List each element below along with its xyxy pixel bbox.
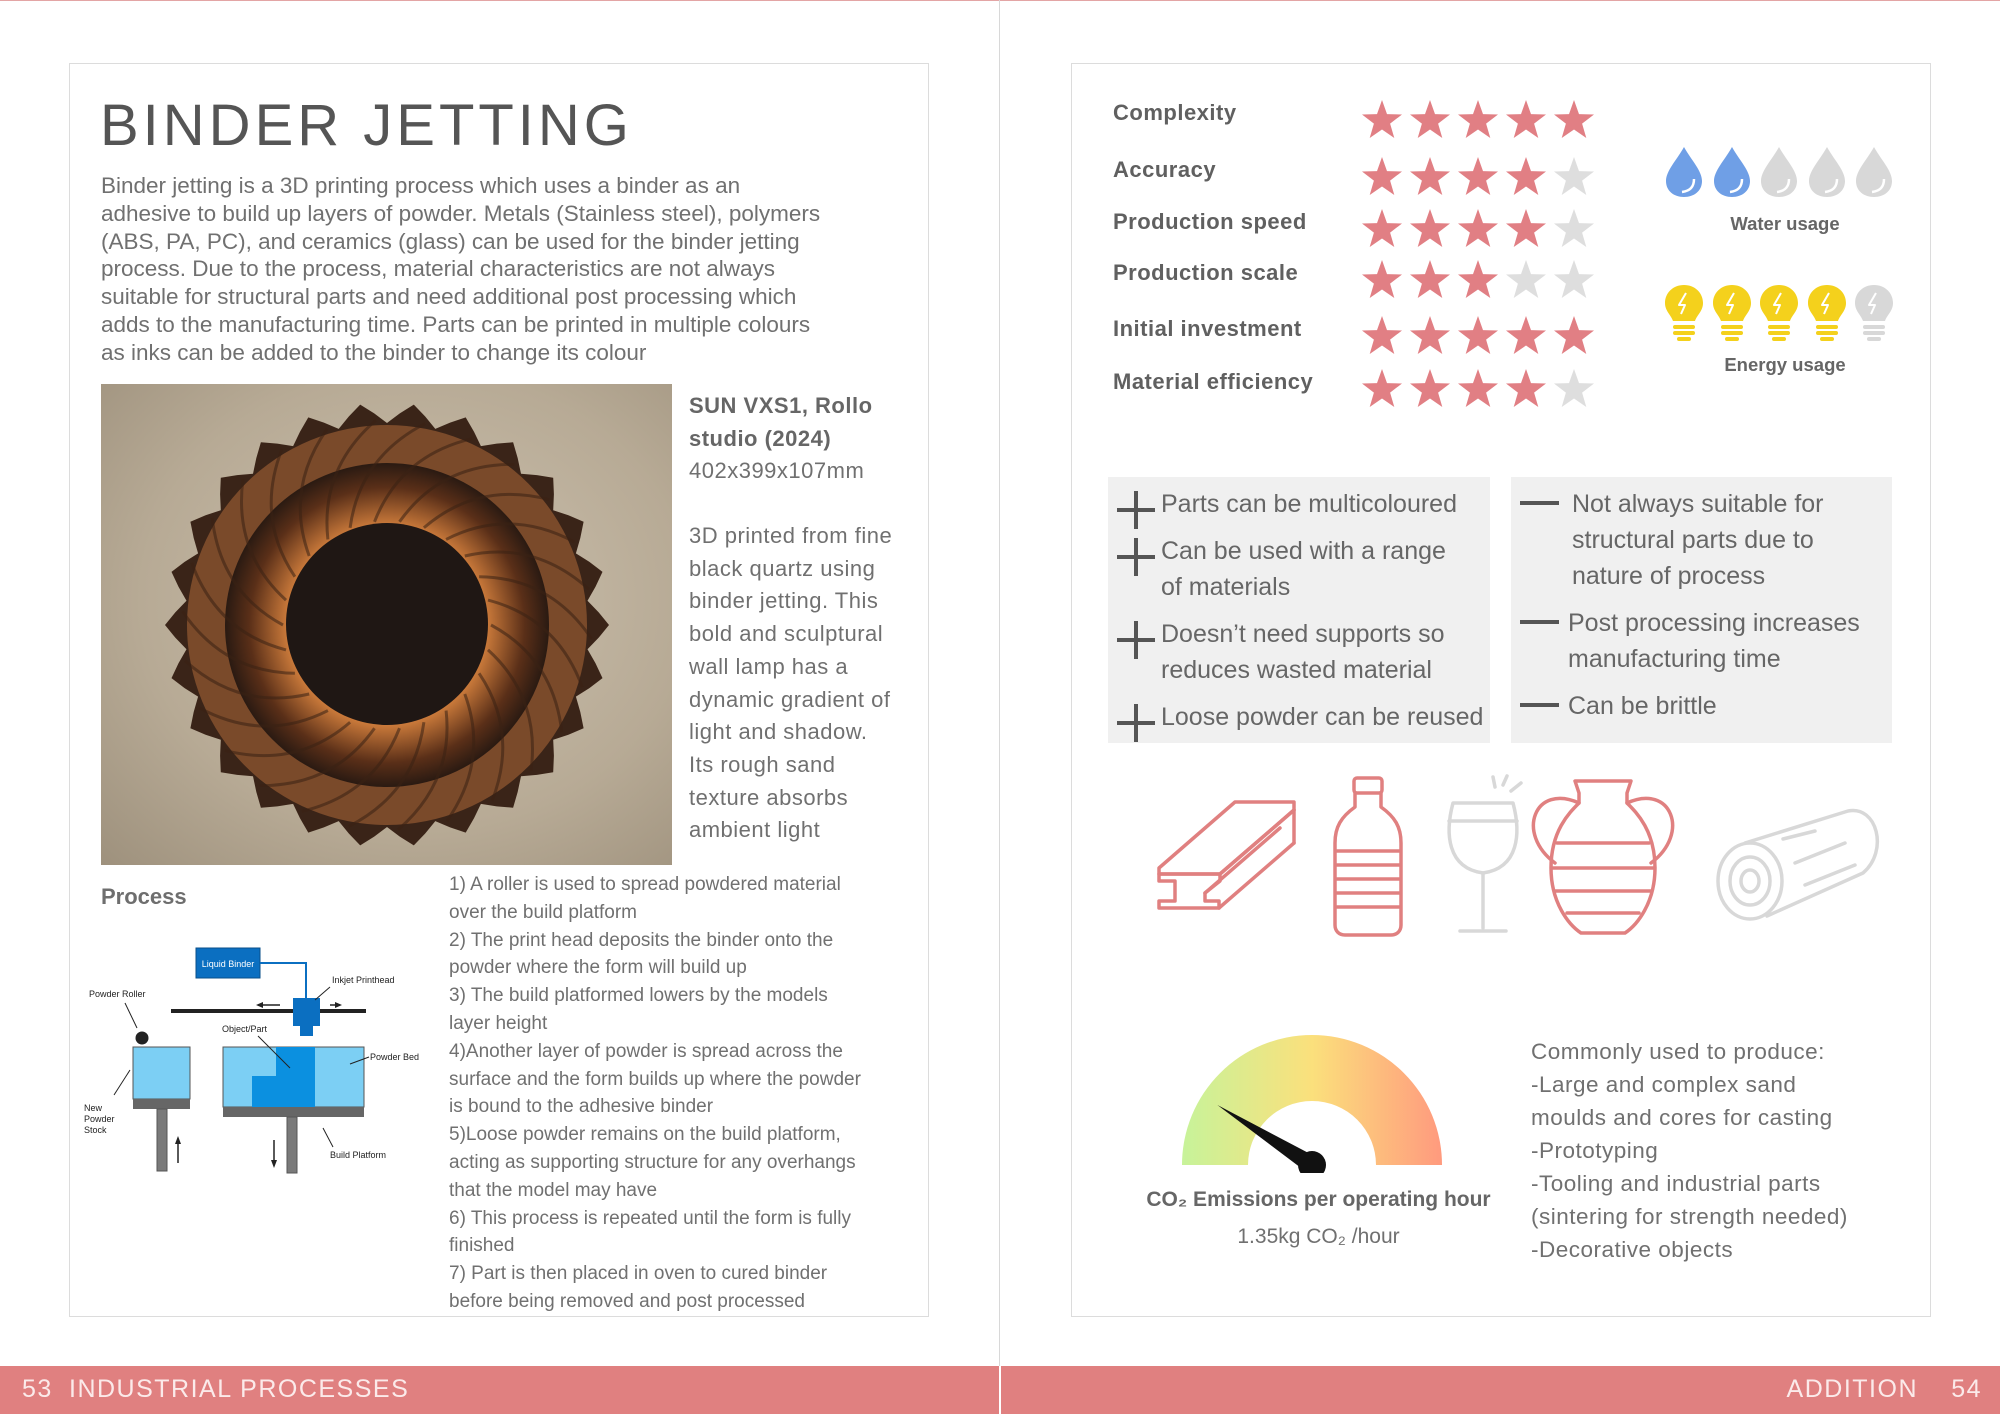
footer-divider	[999, 1366, 1001, 1414]
light-bulb-icon	[1854, 284, 1894, 344]
example-description-line: wall lamp has a	[689, 653, 849, 679]
material-icons	[1155, 773, 1885, 943]
example-dimensions: 402x399x107mm	[689, 458, 865, 483]
example-title-line: SUN VXS1, Rollo	[689, 393, 873, 418]
intro-line: adhesive to build up layers of powder. Metals (Stainless steel), polymers	[101, 200, 821, 226]
example-description-line: Its rough sand	[689, 751, 836, 777]
star-icon	[1408, 155, 1452, 199]
con-item-line: structural parts due to	[1572, 526, 1814, 554]
pro-item-line: Doesn’t need supports so	[1161, 620, 1445, 648]
plus-icon	[1114, 488, 1158, 532]
plus-icon	[1114, 701, 1158, 745]
process-diagram	[80, 940, 430, 1185]
water-usage-drops	[1660, 145, 1900, 205]
plus-icon	[1114, 618, 1158, 662]
star-icon	[1504, 314, 1548, 358]
example-description-line: 3D printed from fine	[689, 523, 893, 548]
new-powder-stock-label: New Powder Stock	[84, 1103, 115, 1135]
minus-icon	[1517, 607, 1561, 651]
example-title-line: studio (2024)	[689, 426, 832, 451]
left-page-number: 53	[22, 1375, 53, 1403]
star-icon	[1408, 258, 1452, 302]
right-page-number: 54	[1951, 1375, 1982, 1403]
intro-line: (ABS, PA, PC), and ceramics (glass) can be used for the binder jetting	[101, 228, 800, 254]
star-icon	[1552, 314, 1596, 358]
process-step-line: 4)Another layer of powder is spread across the	[449, 1040, 843, 1062]
intro-line: adds to the manufacturing time. Parts can be printed in multiple colours	[101, 311, 811, 337]
con-item-line: Not always suitable for	[1572, 490, 1824, 518]
star-icon	[1408, 207, 1452, 251]
common-use-line: -Prototyping	[1531, 1138, 1659, 1163]
con-item	[1572, 486, 1824, 594]
example-description-line: binder jetting. This	[689, 588, 879, 614]
cons-box	[1511, 477, 1892, 743]
process-step-line: acting as supporting structure for any overhangs	[449, 1151, 856, 1173]
star-icon	[1408, 98, 1452, 142]
water-drop-icon	[1664, 145, 1704, 199]
pro-item-line: Can be used with a range	[1161, 537, 1446, 565]
rating-label: Initial investment	[1113, 316, 1302, 341]
star-icon	[1360, 98, 1404, 142]
intro-line: process. Due to the process, material characteristics are not always	[101, 256, 776, 282]
process-step-line: powder where the form will build up	[449, 957, 747, 979]
process-step-line: 3) The build platformed lowers by the models	[449, 985, 828, 1007]
water-drop-icon	[1854, 145, 1894, 199]
star-icon	[1552, 207, 1596, 251]
liquid-binder-label: Liquid Binder	[201, 959, 255, 969]
powder-bed-label: Powder Bed	[370, 1052, 420, 1062]
light-bulb-icon	[1712, 284, 1752, 344]
pro-item	[1161, 486, 1457, 522]
example-description-line: texture absorbs	[689, 784, 849, 810]
con-item	[1568, 605, 1860, 677]
water-drop-icon	[1712, 145, 1752, 199]
star-icon	[1504, 98, 1548, 142]
example-description-line: bold and sculptural	[689, 621, 884, 647]
pro-item	[1161, 616, 1445, 688]
rating-label: Accuracy	[1113, 157, 1217, 182]
star-icon	[1456, 258, 1500, 302]
example-description	[689, 520, 892, 847]
con-item-line: Post processing increases	[1568, 609, 1860, 637]
process-step-line: 7) Part is then placed in oven to cured binder	[449, 1263, 828, 1285]
pro-item-line: Loose powder can be reused	[1161, 703, 1484, 731]
intro-line: as inks can be added to the binder to change its colour	[101, 339, 647, 365]
page-gutter	[999, 0, 1000, 1366]
co2-gauge	[1180, 1033, 1445, 1173]
ceramic-vase-icon	[1533, 781, 1672, 933]
lamp-photo	[101, 384, 672, 865]
ratings-section	[1100, 90, 1620, 420]
pro-item-line: reduces wasted material	[1161, 656, 1432, 684]
minus-icon	[1517, 488, 1561, 532]
star-icon	[1552, 155, 1596, 199]
star-icon	[1504, 367, 1548, 411]
wine-glass-icon	[1449, 776, 1521, 931]
minus-icon	[1517, 690, 1561, 734]
process-step-line: 2) The print head deposits the binder onto the	[449, 929, 834, 951]
pro-item-line: of materials	[1161, 573, 1291, 601]
rating-label: Material efficiency	[1113, 369, 1314, 394]
star-icon	[1456, 98, 1500, 142]
star-icon	[1504, 155, 1548, 199]
star-icon	[1360, 155, 1404, 199]
star-icon	[1456, 314, 1500, 358]
rating-label: Complexity	[1113, 100, 1237, 125]
star-icon	[1552, 367, 1596, 411]
con-item	[1568, 688, 1717, 724]
plastic-bottle-icon	[1335, 778, 1401, 935]
light-bulb-icon	[1807, 284, 1847, 344]
process-step-line: is bound to the adhesive binder	[449, 1096, 714, 1118]
star-icon	[1504, 258, 1548, 302]
con-item-line: manufacturing time	[1568, 645, 1781, 673]
con-item-line: Can be brittle	[1568, 692, 1717, 720]
star-icon	[1552, 258, 1596, 302]
star-icon	[1552, 98, 1596, 142]
example-description-line: ambient light	[689, 817, 821, 843]
process-step-line: finished	[449, 1235, 515, 1257]
star-icon	[1360, 207, 1404, 251]
water-drop-icon	[1759, 145, 1799, 199]
star-icon	[1456, 367, 1500, 411]
common-use-line: (sintering for strength needed)	[1531, 1204, 1848, 1229]
example-description-line: light and shadow.	[689, 719, 868, 745]
left-section-title: INDUSTRIAL PROCESSES	[69, 1375, 410, 1403]
process-heading: Process	[101, 884, 187, 909]
intro-line: Binder jetting is a 3D printing process which uses a binder as an	[101, 173, 741, 198]
co2-title: CO₂ Emissions per operating hour	[1146, 1188, 1491, 1211]
rating-label: Production speed	[1113, 209, 1307, 234]
energy-usage-label: Energy usage	[1724, 354, 1846, 375]
star-icon	[1456, 207, 1500, 251]
example-description-line: black quartz using	[689, 555, 876, 581]
common-use-line: -Large and complex sand	[1531, 1072, 1797, 1097]
pro-item-line: Parts can be multicoloured	[1161, 490, 1457, 518]
star-icon	[1360, 258, 1404, 302]
rating-label: Production scale	[1113, 260, 1299, 285]
common-uses	[1531, 1035, 1911, 1266]
top-rule	[0, 0, 2000, 1]
process-step-line: 1) A roller is used to spread powdered material	[449, 874, 841, 895]
build-platform-label: Build Platform	[330, 1150, 387, 1160]
star-icon	[1408, 367, 1452, 411]
pro-item	[1161, 533, 1446, 605]
star-icon	[1456, 155, 1500, 199]
con-item-line: nature of process	[1572, 562, 1766, 590]
water-usage-label: Water usage	[1730, 213, 1840, 234]
example-title	[689, 389, 873, 455]
intro-line: suitable for structural parts and need additional post processing which	[101, 284, 797, 310]
co2-value: 1.35kg CO₂ /hour	[1237, 1225, 1400, 1248]
light-bulb-icon	[1759, 284, 1799, 344]
process-step-line: before being removed and post processed	[449, 1290, 805, 1312]
inkjet-printhead-label: Inkjet Printhead	[332, 975, 395, 985]
star-icon	[1360, 314, 1404, 358]
example-description-line: dynamic gradient of	[689, 686, 891, 712]
energy-usage-bulbs	[1660, 284, 1900, 344]
water-drop-icon	[1807, 145, 1847, 199]
right-section-title: ADDITION	[1786, 1375, 1918, 1403]
process-step-line: over the build platform	[449, 901, 637, 923]
process-step-line: that the model may have	[449, 1179, 658, 1201]
star-icon	[1408, 314, 1452, 358]
pros-box	[1108, 477, 1490, 743]
common-use-line: Commonly used to produce:	[1531, 1039, 1825, 1064]
process-step-line: 6) This process is repeated until the form is fully	[449, 1207, 851, 1229]
star-icon	[1360, 367, 1404, 411]
process-step-line: surface and the form builds up where the powder	[449, 1068, 861, 1090]
light-bulb-icon	[1664, 284, 1704, 344]
common-use-line: moulds and cores for casting	[1531, 1105, 1833, 1130]
metal-beam-icon	[1159, 802, 1294, 908]
common-use-line: -Tooling and industrial parts	[1531, 1171, 1821, 1196]
powder-roller-label: Powder Roller	[89, 989, 146, 999]
star-icon	[1504, 207, 1548, 251]
intro-paragraph	[101, 172, 901, 367]
process-steps	[449, 871, 919, 1316]
object-part-label: Object/Part	[222, 1024, 268, 1034]
process-step-line: layer height	[449, 1012, 548, 1034]
process-step-line: 5)Loose powder remains on the build platform,	[449, 1124, 841, 1146]
footer-bar	[0, 1366, 2000, 1414]
common-use-line: -Decorative objects	[1531, 1237, 1734, 1262]
plus-icon	[1114, 535, 1158, 579]
page-title: BINDER JETTING	[100, 93, 633, 158]
pro-item	[1161, 699, 1483, 735]
wood-log-icon	[1718, 810, 1877, 919]
